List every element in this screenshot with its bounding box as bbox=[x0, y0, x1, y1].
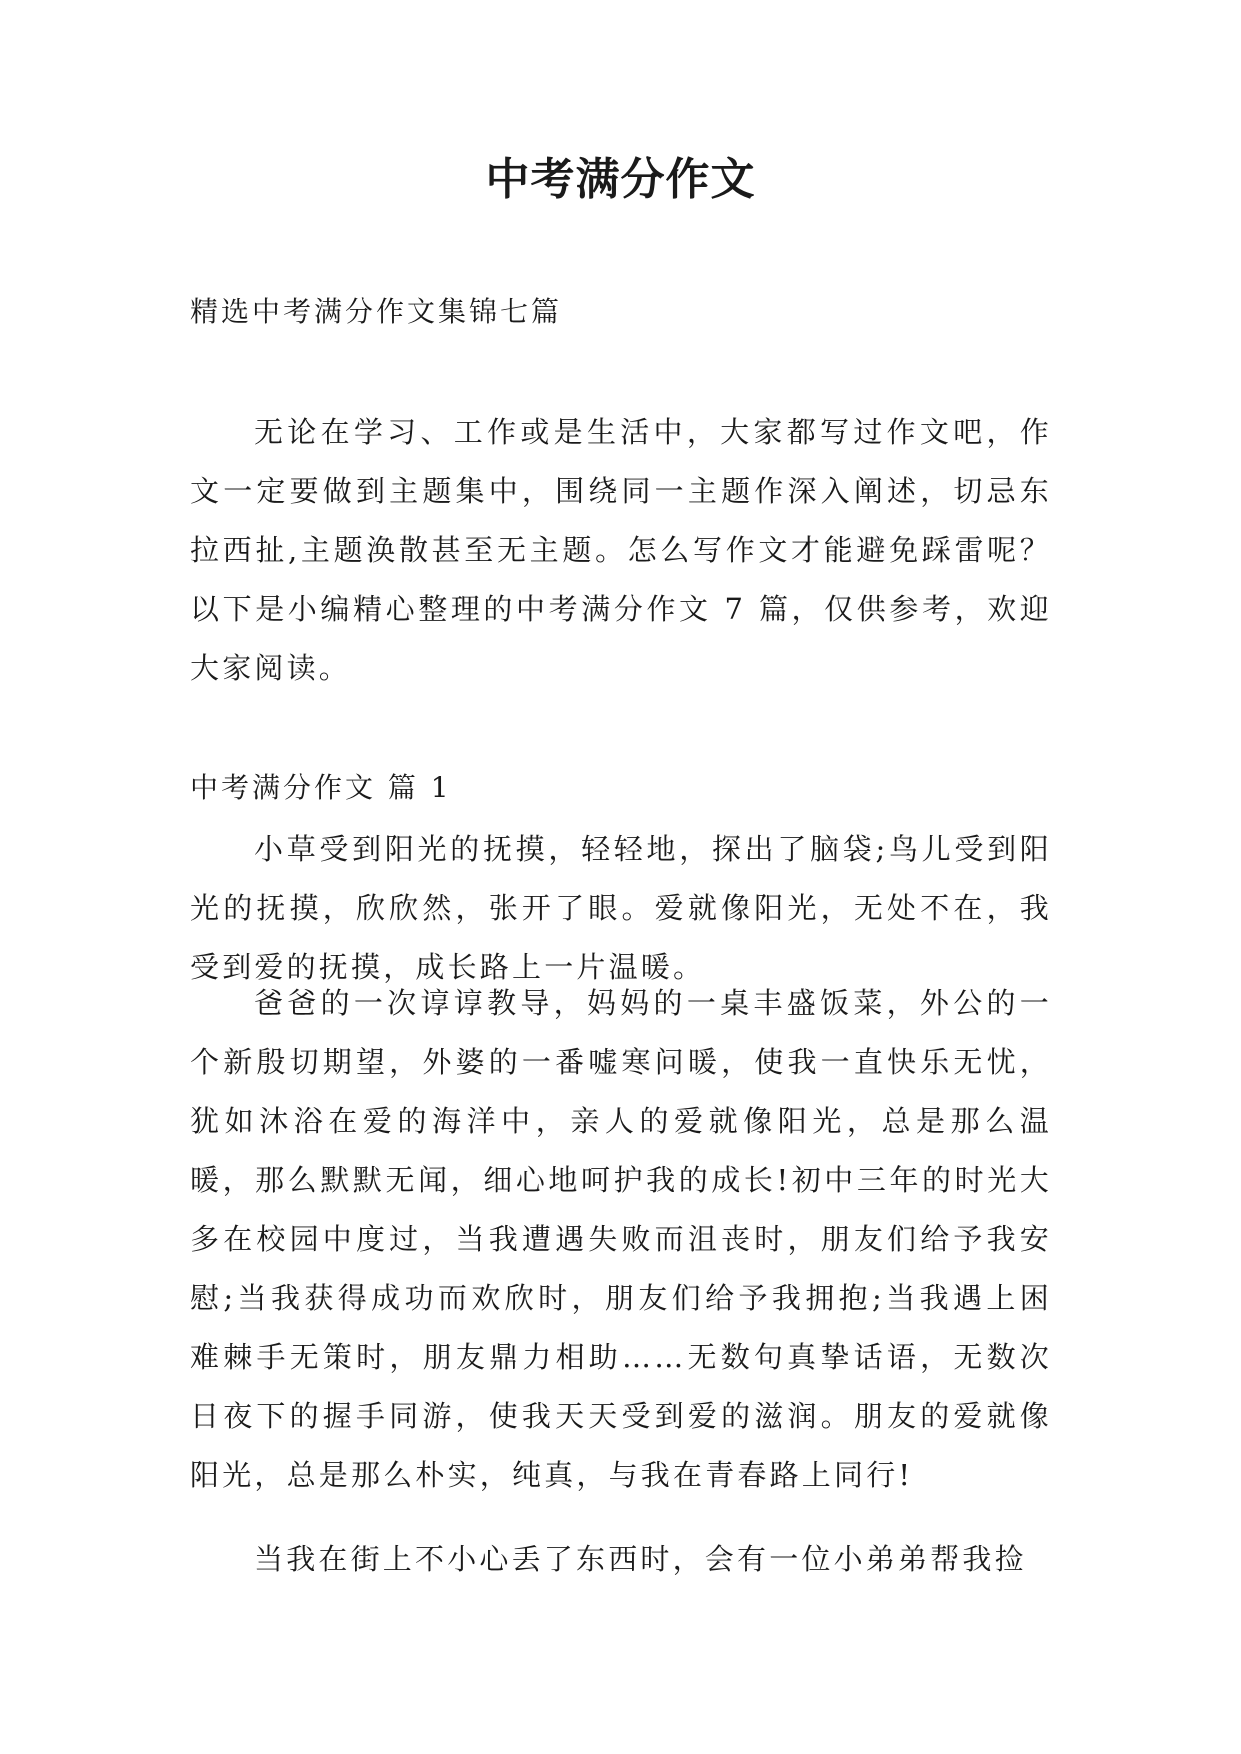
intro-paragraph: 无论在学习、工作或是生活中，大家都写过作文吧，作文一定要做到主题集中，围绕同一主题作深入阐述，切忌东拉西扯,主题涣散甚至无主题。怎么写作文才能避免踩雷呢？以下是小编精心整理的中考满分作文 7 篇，仅供参考，欢迎大家阅读。 bbox=[190, 415, 1052, 685]
document-title: 中考满分作文 bbox=[485, 154, 756, 205]
body-paragraph-2: 爸爸的一次谆谆教导，妈妈的一桌丰盛饭菜，外公的一个新殷切期望，外婆的一番嘘寒问暖，使我一直快乐无忧，犹如沐浴在爱的海洋中，亲人的爱就像阳光，总是那么温暖，那么默默无闻，细心地呵护我的成长!初中三年的时光大多在校园中度过，当我遭遇失败而沮丧时，朋友们给予我安慰;当我获得成功而欢欣时，朋友们给予我拥抱;当我遇上困难棘手无策时，朋友鼎力相助……无数句真挚话语，无数次日夜下的握手同游，使我天天受到爱的滋润。朋友的爱就像阳光，总是那么朴实，纯真，与我在青春路上同行! bbox=[190, 986, 1052, 1492]
body-paragraph-3: 当我在街上不小心丢了东西时，会有一位小弟弟帮我捡 bbox=[254, 1542, 1027, 1576]
body-paragraph-1: 小草受到阳光的抚摸，轻轻地，探出了脑袋;鸟儿受到阳光的抚摸，欣欣然，张开了眼。爱就像阳光，无处不在，我受到爱的抚摸，成长路上一片温暖。 bbox=[190, 832, 1052, 984]
document-subtitle: 精选中考满分作文集锦七篇 bbox=[190, 295, 563, 328]
section-heading: 中考满分作文 篇 1 bbox=[190, 771, 452, 804]
